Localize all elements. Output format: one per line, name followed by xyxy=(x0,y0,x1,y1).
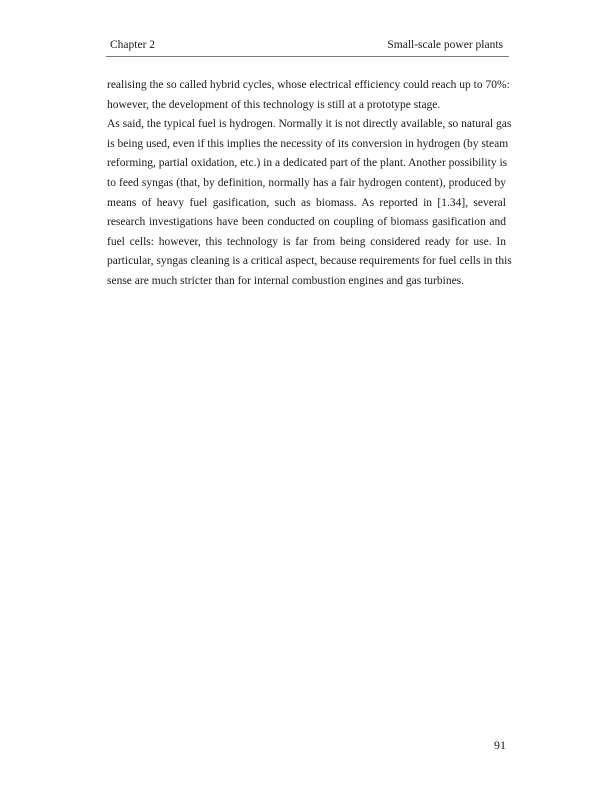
text-line: to feed syngas (that, by definition, normally has a fair hydrogen content), produced by xyxy=(107,176,506,189)
chapter-label: Chapter 2 xyxy=(110,39,156,51)
text-line: research investigations have been conducted on coupling of biomass gasification and xyxy=(107,216,506,229)
text-line: however, the development of this technology is still at a prototype stage. xyxy=(107,98,441,111)
body-text xyxy=(107,76,512,292)
paragraph-2 xyxy=(107,115,512,291)
text-line: realising the so called hybrid cycles, whose electrical efficiency could reach up to 70%: xyxy=(107,79,510,91)
text-line: As said, the typical fuel is hydrogen. Normally it is not directly available, so natural gas xyxy=(107,118,512,131)
paragraph-1 xyxy=(107,76,510,115)
section-title: Small-scale power plants xyxy=(387,39,503,51)
text-line: fuel cells: however, this technology is far from being considered ready for use. In xyxy=(107,235,506,248)
header-divider xyxy=(106,56,509,57)
text-line: means of heavy fuel gasification, such as biomass. As reported in [1.34], several xyxy=(107,196,506,209)
running-header xyxy=(107,38,507,56)
text-line: sense are much stricter than for internal combustion engines and gas turbines. xyxy=(107,274,465,287)
text-line: is being used, even if this implies the necessity of its conversion in hydrogen (by steam xyxy=(107,137,509,150)
text-line: particular, syngas cleaning is a critical aspect, because requirements for fuel cells in this xyxy=(107,255,512,268)
text-line: reforming, partial oxidation, etc.) in a dedicated part of the plant. Another possibility is xyxy=(107,157,508,170)
page-number: 91 xyxy=(494,738,506,752)
